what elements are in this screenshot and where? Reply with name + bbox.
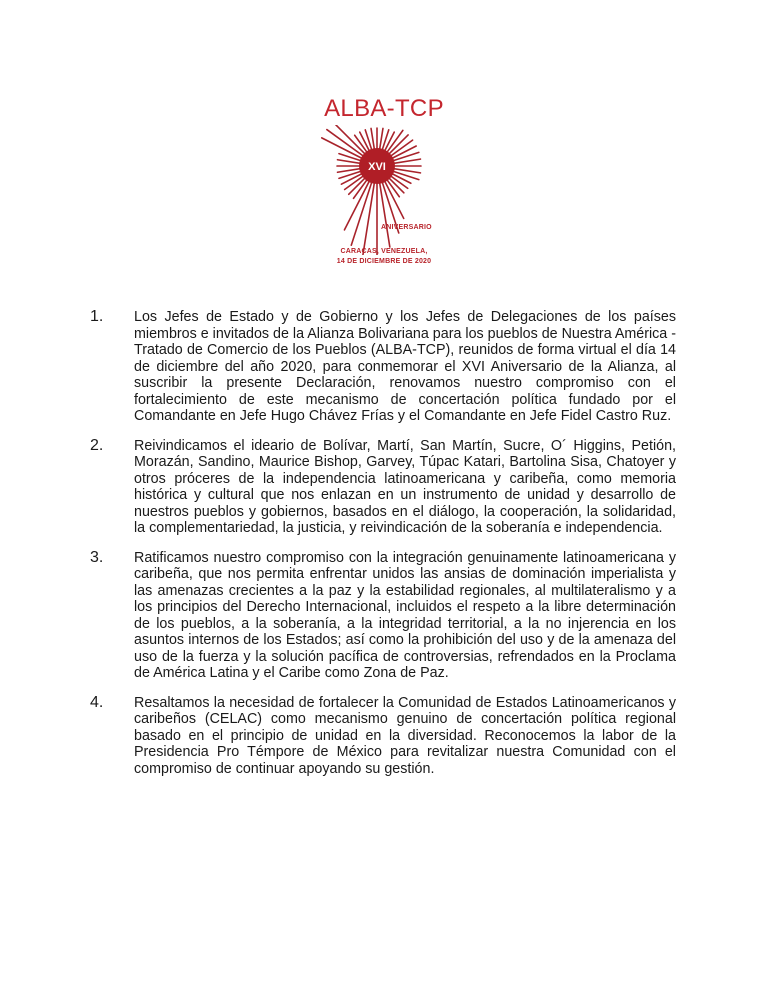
logo-city: CARACAS, VENEZUELA, <box>340 248 428 255</box>
item-text: Ratificamos nuestro compromiso con la integración genuinamente latinoamericana y caribeña, que nos permita enfrentar unidos las ansias de dominación imperialista y las amenazas crecientes a la paz y la estabilidad regionales, al multilateralismo y a los principios del Derecho Internacional, incluidos el respeto a la libre determinación de los pueblos, a la soberanía, a la integridad territorial, a la no injerencia en los asuntos internos de los Estados; así como la prohibición del uso y de la amenaza del uso de la fuerza y la solución pacífica de controversias, refrendados en la Proclama de América Latina y el Caribe como Zona de Paz. <box>134 549 676 681</box>
item-number: 4. <box>90 693 104 711</box>
item-text: Los Jefes de Estado y de Gobierno y los Jefes de Delegaciones de los países miembros e invitados de la Alianza Bolivariana para los pueblos de Nuestra América - Tratado de Comercio de los Pueblos (ALBA-TCP), reunidos de forma virtual el día 14 de diciembre del año 2020, para conmemorar el XVI Aniversario de la Alianza, al suscribir la presente Declaración, renovamos nuestro compromiso con el fortalecimiento de este mecanismo de concertación política fundado por el Comandante en Jefe Hugo Chávez Frías y el Comandante en Jefe Fidel Castro Ruz. <box>134 309 676 424</box>
emblem-badge-text: XVI <box>368 161 386 173</box>
emblem-ray <box>383 178 403 218</box>
item-text: Reivindicamos el ideario de Bolívar, Martí, San Martín, Sucre, O´ Higgins, Petión, Morazán, Sandino, Maurice Bishop, Garvey, Túpac Katari, Bartolina Sisa, Chatoyer y otros próceres de la independencia latinoamericana y caribeña, como memoria histórica y cultural que nos enlazan en un instrumento de unidad y desarrollo de nuestros pueblos y gobiernos, basados en el diálogo, la cooperación, la solidaridad, la complementariedad, la justicia, y reivindicación de la soberanía e independencia. <box>134 437 676 536</box>
declaration-item <box>90 438 680 537</box>
logo-subtitle: ANIVERSARIO <box>381 224 432 231</box>
declaration-item <box>90 550 680 682</box>
item-number: 1. <box>90 308 104 325</box>
logo-date: 14 DE DICIEMBRE DE 2020 <box>336 258 432 265</box>
item-text: Resaltamos la necesidad de fortalecer la Comunidad de Estados Latinoamericanos y caribeños (CELAC) como mecanismo genuino de concertación política regional basado en el principio de unidad en la diversidad. Reconocemos la labor de la Presidencia Pro Témpore de México para revitalizar nuestra Comunidad con el compromiso de continuar apoyando su gestión. <box>134 694 676 777</box>
declaration-item <box>90 309 680 425</box>
item-number: 2. <box>90 436 104 454</box>
item-number: 3. <box>90 548 104 566</box>
alba-anniversary-emblem-icon <box>315 125 445 255</box>
declaration-item <box>90 695 680 778</box>
declaration-items <box>90 309 680 790</box>
logo-title: ALBA-TCP <box>324 95 444 122</box>
